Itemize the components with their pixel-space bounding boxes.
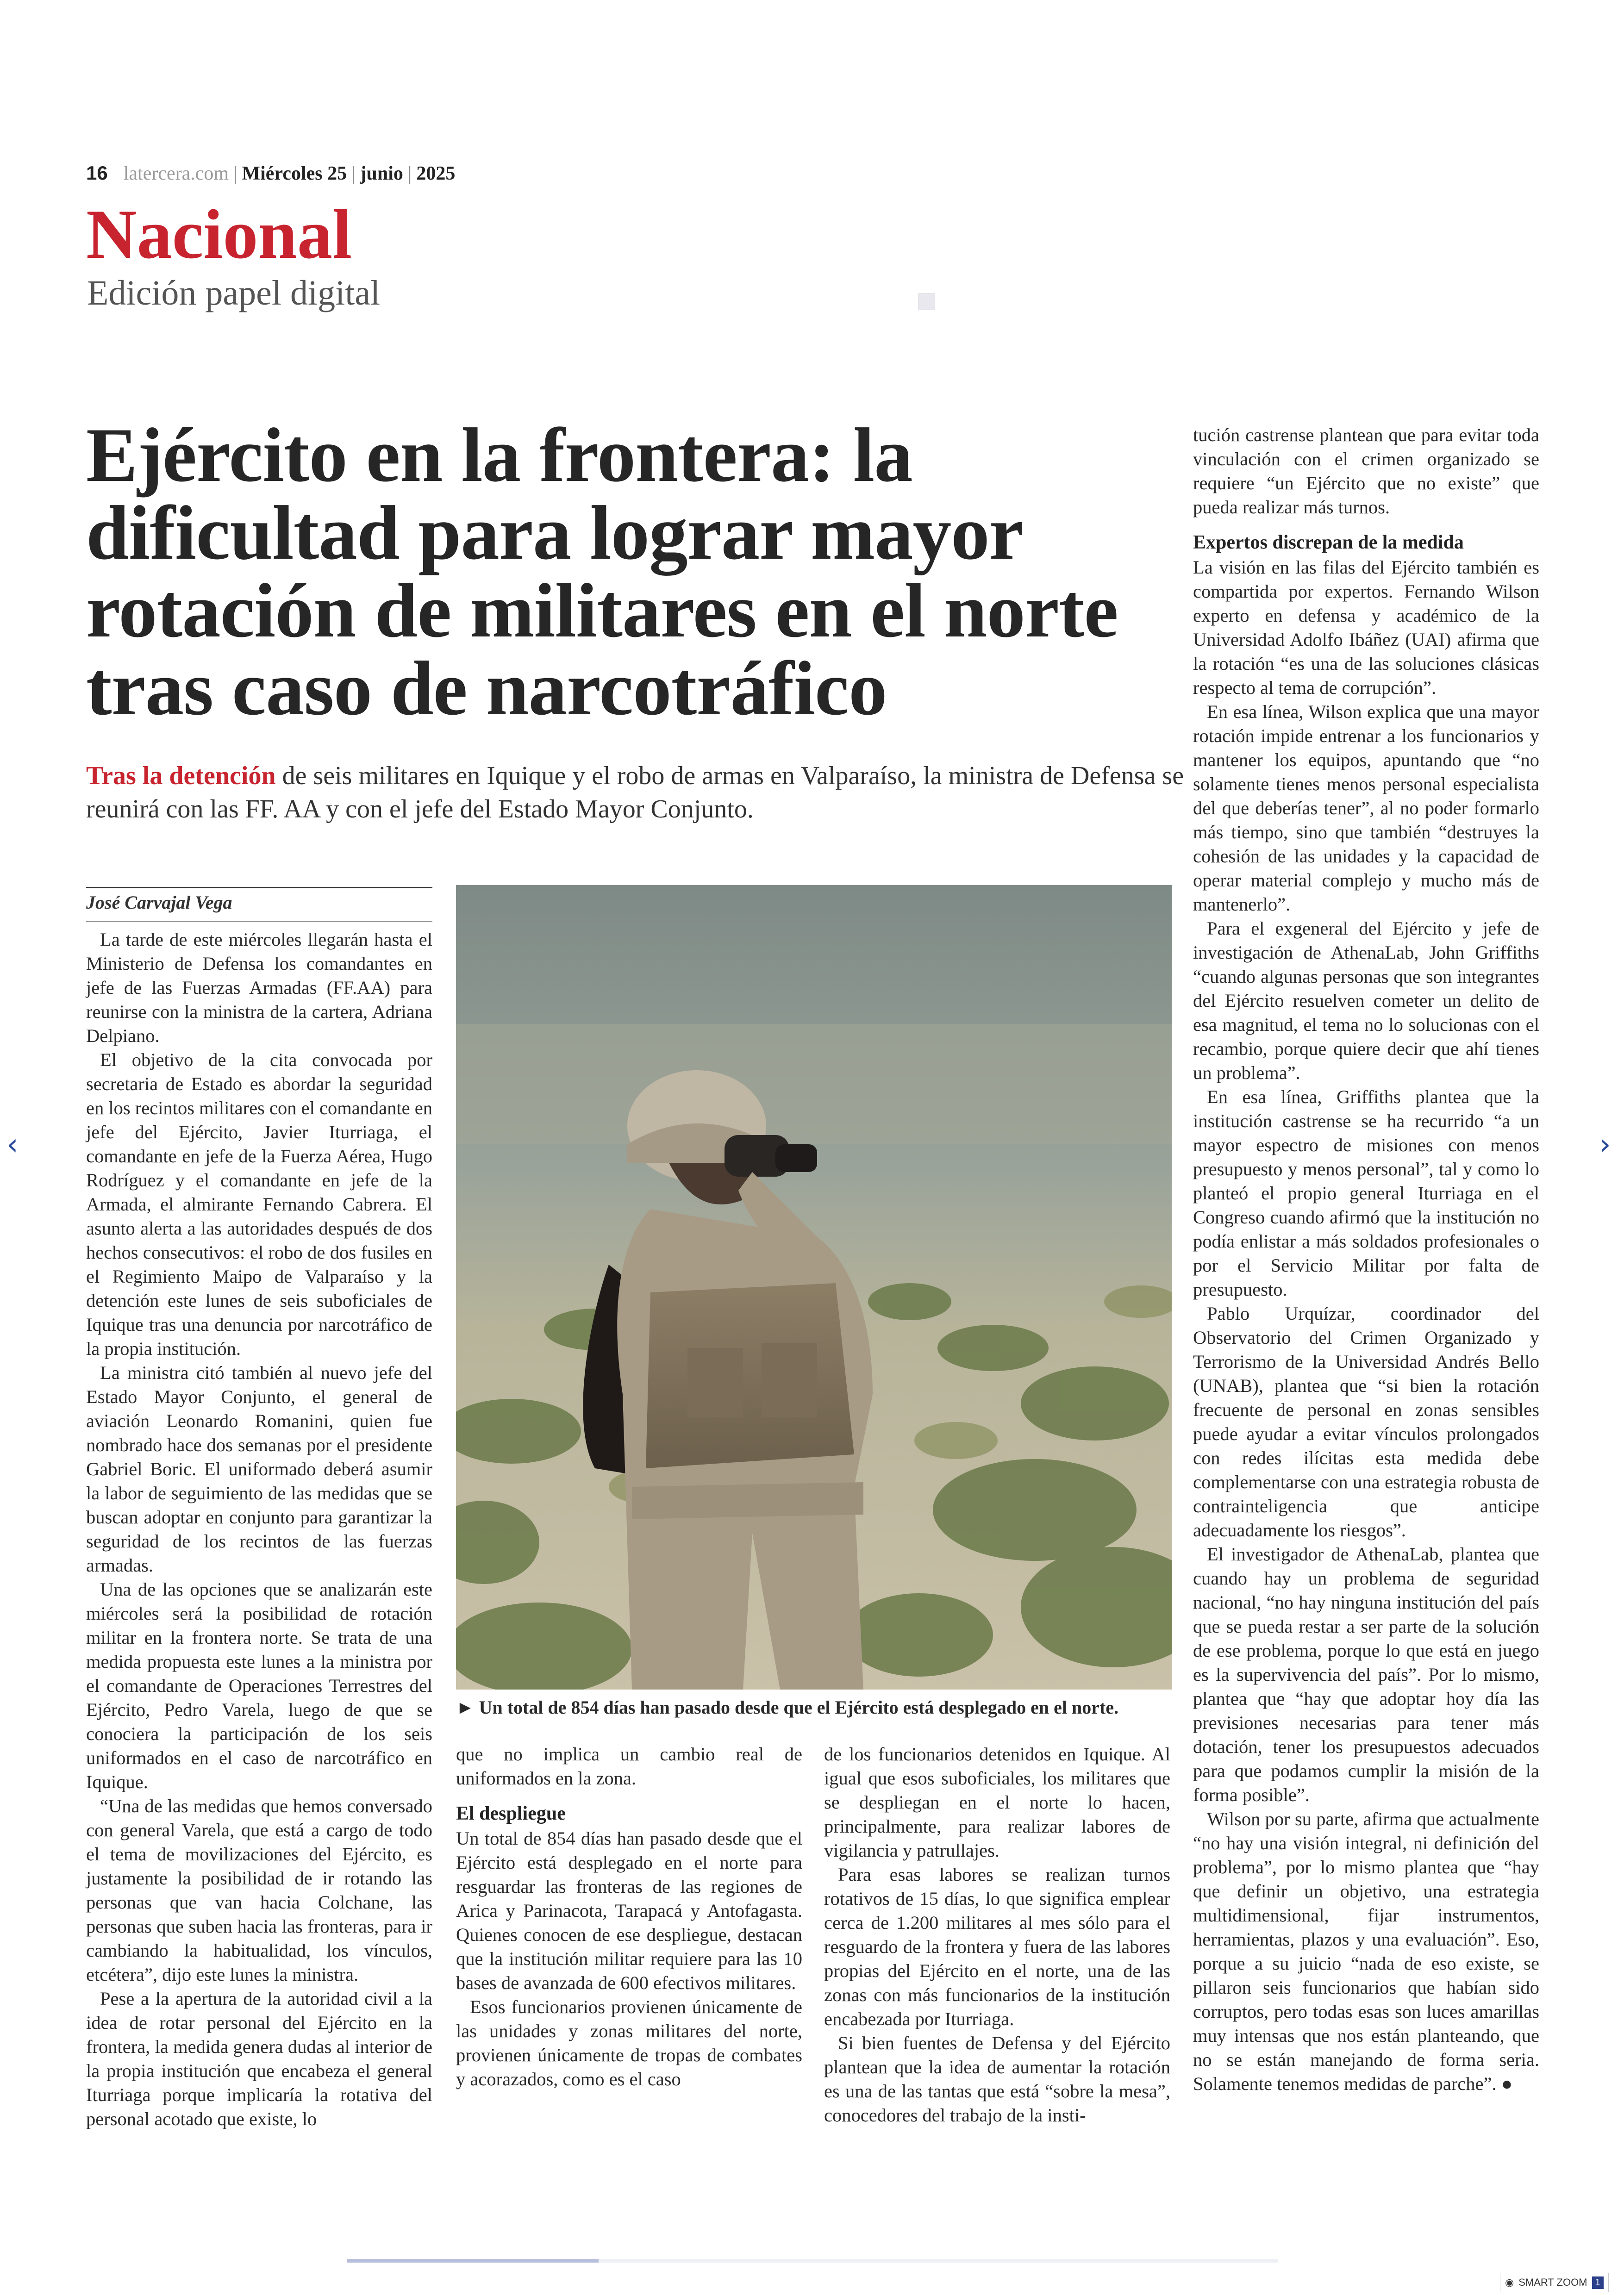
zoom-badge: 1 xyxy=(1592,2276,1604,2289)
page-number: 16 xyxy=(86,162,108,184)
headline: Ejército en la frontera: la dificultad para lograr mayor rotación de militares en el norte tras caso de narcotráfico xyxy=(86,412,1118,731)
paragraph: Si bien fuentes de Defensa y del Ejército plantean que la idea de aumentar la rotación es una de las tantas que está “sobre la mesa”, conocedores del trabajo de la insti- xyxy=(824,2033,1170,2126)
subheading: El despliegue xyxy=(456,1803,566,1824)
folio: 16 latercera.com | Miércoles 25 | junio | 2025 xyxy=(86,162,456,184)
date-month: junio xyxy=(360,163,403,184)
paragraph: En esa línea, Wilson explica que una mayor rotación impide entrenar a los funcionarios y mantener los equipos, apuntando que “no solamente tienes menos personal especialista del que deberías tener”, al no poder formarlo más tiempo, sino que también “destruyes la cohesión de las unidades y la capacidad de operar material complejo y mucho más de mantenerlo”. xyxy=(1193,701,1539,915)
paragraph: La ministra citó también al nuevo jefe del Estado Mayor Conjunto, el general de aviación Leonardo Romanini, quien fue nombrado hace dos semanas por el presidente Gabriel Boric. El uniformado deberá asumir la labor de seguimiento de las medidas que se buscan adoptar en conjunto para garantizar la seguridad de los recintos de las fuerzas armadas. xyxy=(86,1362,432,1576)
paragraph: “Una de las medidas que hemos conversado con general Varela, que está a cargo de todo el tema de movilizaciones del Ejército, es justamente la posibilidad de ir rotando las personas que van hacia Colchane, las personas que suben hacia las fronteras, para ir cambiando la habitualidad, los vínculos, etcétera”, dijo este lunes la ministra. xyxy=(86,1796,432,1985)
subheading: Expertos discrepan de la medida xyxy=(1193,532,1464,553)
paragraph: Esos funcionarios provienen únicamente de las unidades y zonas militares del norte, provienen únicamente de tropas de combates y acorazados, como es el caso xyxy=(456,1996,802,2089)
deck-text: de seis militares en Iquique y el robo de armas en Valparaíso, la ministra de Defensa se reunirá con las FF. AA y con el jefe del Estado Mayor Conjunto. xyxy=(86,761,1184,823)
chevron-left-icon: ‹ xyxy=(6,1128,19,1162)
body-column-1 xyxy=(86,928,432,2131)
date-day: Miércoles 25 xyxy=(242,163,347,184)
body-column-4 xyxy=(1193,423,1539,2096)
paragraph: La visión en las filas del Ejército también es compartida por expertos. Fernando Wilson experto en defensa y académico de la Universidad Adolfo Ibáñez (UAI) afirma que la rotación “es una de las soluciones clásicas respecto al tema de corrupción”. xyxy=(1193,557,1539,698)
body-column-3 xyxy=(824,1742,1170,2127)
eye-icon: ◉ xyxy=(1505,2276,1514,2288)
paragraph: En esa línea, Griffiths plantea que la institución castrense se ha recurrido “a un mayor espectro de misiones con menos presupuesto y menos personal”, tal y como lo planteó el propio general Iturriaga en el Congreso cuando afirmó que la institución no podía enlistar a más soldados profesionales o por el Servicio Militar por falta de presupuesto. xyxy=(1193,1086,1539,1300)
chevron-right-icon: › xyxy=(1599,1128,1611,1162)
date-year: 2025 xyxy=(416,163,456,184)
page-progress-fill xyxy=(347,2259,599,2263)
paragraph: tución castrense plantean que para evitar toda vinculación con el crimen organizado se requiere “un Ejército que no existe” que pueda realizar más turnos. xyxy=(1193,424,1539,518)
paragraph: que no implica un cambio real de uniformados en la zona. xyxy=(456,1744,802,1789)
section-title: Nacional xyxy=(86,195,352,273)
edition-label: Edición papel digital xyxy=(87,274,381,312)
deck-lead: Tras la detención xyxy=(86,761,276,790)
paragraph: Una de las opciones que se analizarán este miércoles será la posibilidad de rotación militar en la frontera norte. Se trata de una medida propuesta este lunes a la ministra por el comandante de Operaciones Terrestres del Ejército, Pedro Varela, luego de que se conociera la participación de los seis uniformados en el caso de narcotráfico en Iquique. xyxy=(86,1579,432,1792)
article-photo xyxy=(456,885,1172,1690)
paragraph: Para el exgeneral del Ejército y jefe de investigación de AthenaLab, John Griffiths “cuando algunas personas que son integrantes del Ejército resuelven cometer un delito de esa magnitud, el tema no lo solucionas con el recambio, porque quiere decir que ahí tienes un problema”. xyxy=(1193,918,1539,1083)
site-name: latercera.com xyxy=(123,163,229,184)
paragraph: Pablo Urquízar, coordinador del Observatorio del Crimen Organizado y Terrorismo de la Universidad Andrés Bello (UNAB), plantea que “si bien la rotación frecuente de personal en zonas sensibles puede ayudar a evitar vínculos prolongados con redes ilícitas esta medida debe complementarse con una estrategia robusta de contrainteligencia que anticipe adecuadamente los riesgos”. xyxy=(1193,1303,1539,1540)
next-page-button[interactable] xyxy=(1599,1128,1611,1162)
byline-rule xyxy=(86,887,432,888)
paragraph: Un total de 854 días han pasado desde que el Ejército está desplegado en el norte para resguardar las fronteras de las regiones de Arica y Parinacota, Tarapacá y Antofagasta. Quienes conocen de ese despliegue, destacan que la institución militar requiere para las 10 bases de avanzada de 600 efectivos militares. xyxy=(456,1828,802,1993)
paragraph: de los funcionarios detenidos en Iquique. Al igual que esos suboficiales, los militares que se despliegan en el norte lo hacen, principalmente, para realizar labores de vigilancia y patrullajes. xyxy=(824,1744,1170,1861)
smart-zoom-button[interactable] xyxy=(1500,2273,1609,2292)
paragraph: El investigador de AthenaLab, plantea que cuando hay un problema de seguridad nacional, “no hay ninguna institución del país que se pueda restar a ser parte de la solución de ese problema, porque lo que está en juego es la supervivencia del país”. Por lo mismo, plantea que “hay que adoptar hoy día las previsiones necesarias para tener más dotación, tener los presupuestos adecuados para que podamos cumplir la misión de la forma posible”. xyxy=(1193,1544,1539,1805)
body-column-2 xyxy=(456,1742,802,2091)
paragraph: El objetivo de la cita convocada por secretaria de Estado es abordar la seguridad en los recintos militares con el comandante en jefe del Ejército, Javier Iturriaga, el comandante en jefe de la Fuerza Aérea, Hugo Rodríguez y el comandante en jefe de la Armada, el almirante Fernando Cabrera. El asunto alerta a las autoridades después de dos hechos consecutivos: el robo de dos fusiles en el Regimiento Maipo de Valparaíso y la detención este lunes de seis suboficiales de Iquique tras una denuncia por narcotráfico de la propia institución. xyxy=(86,1049,432,1359)
prev-page-button[interactable] xyxy=(6,1128,19,1162)
byline: José Carvajal Vega xyxy=(86,892,232,913)
paragraph: Pese a la apertura de la autoridad civil a la idea de rotar personal del Ejército en la frontera, la medida genera dudas al interior de la propia institución que encabeza el general Iturriaga porque implicaría la rotativa del personal acotado que existe, lo xyxy=(86,1988,432,2129)
deck xyxy=(86,759,1206,826)
paragraph: La tarde de este miércoles llegarán hasta el Ministerio de Defensa los comandantes en jefe de las Fuerzas Armadas (FF.AA) para reunirse con la ministra de la cartera, Adriana Delpiano. xyxy=(86,929,432,1046)
smart-zoom-label: SMART ZOOM xyxy=(1518,2276,1587,2288)
photo-caption: ► Un total de 854 días han pasado desde que el Ejército está desplegado en el norte. xyxy=(456,1697,1119,1718)
paragraph: Para esas labores se realizan turnos rotativos de 15 días, lo que significa emplear cerca de 1.200 militares al mes sólo para el resguardo de la frontera y fuera de las labores propias del Ejército en el norte, una de las zonas con más funcionarios de la institución encabezada por Iturriaga. xyxy=(824,1864,1170,2029)
paragraph: Wilson por su parte, afirma que actualmente “no hay una visión integral, ni definición del problema”, por lo mismo plantea que “hay que definir un objetivo, una estrategia multidimensional, fijar instrumentos, herramientas, plazos y una evaluación”. Eso, porque a su juicio “nada de eso existe, se pillaron seis funcionarios que habían sido corruptos, pero todas esas son luces amarillas muy intensas que nos están planteando, que no se están manejando de forma seria. Solamente tenemos medidas de parche”. ● xyxy=(1193,1809,1539,2094)
page-marker-icon[interactable] xyxy=(918,293,935,310)
byline-rule-bottom xyxy=(86,921,432,922)
